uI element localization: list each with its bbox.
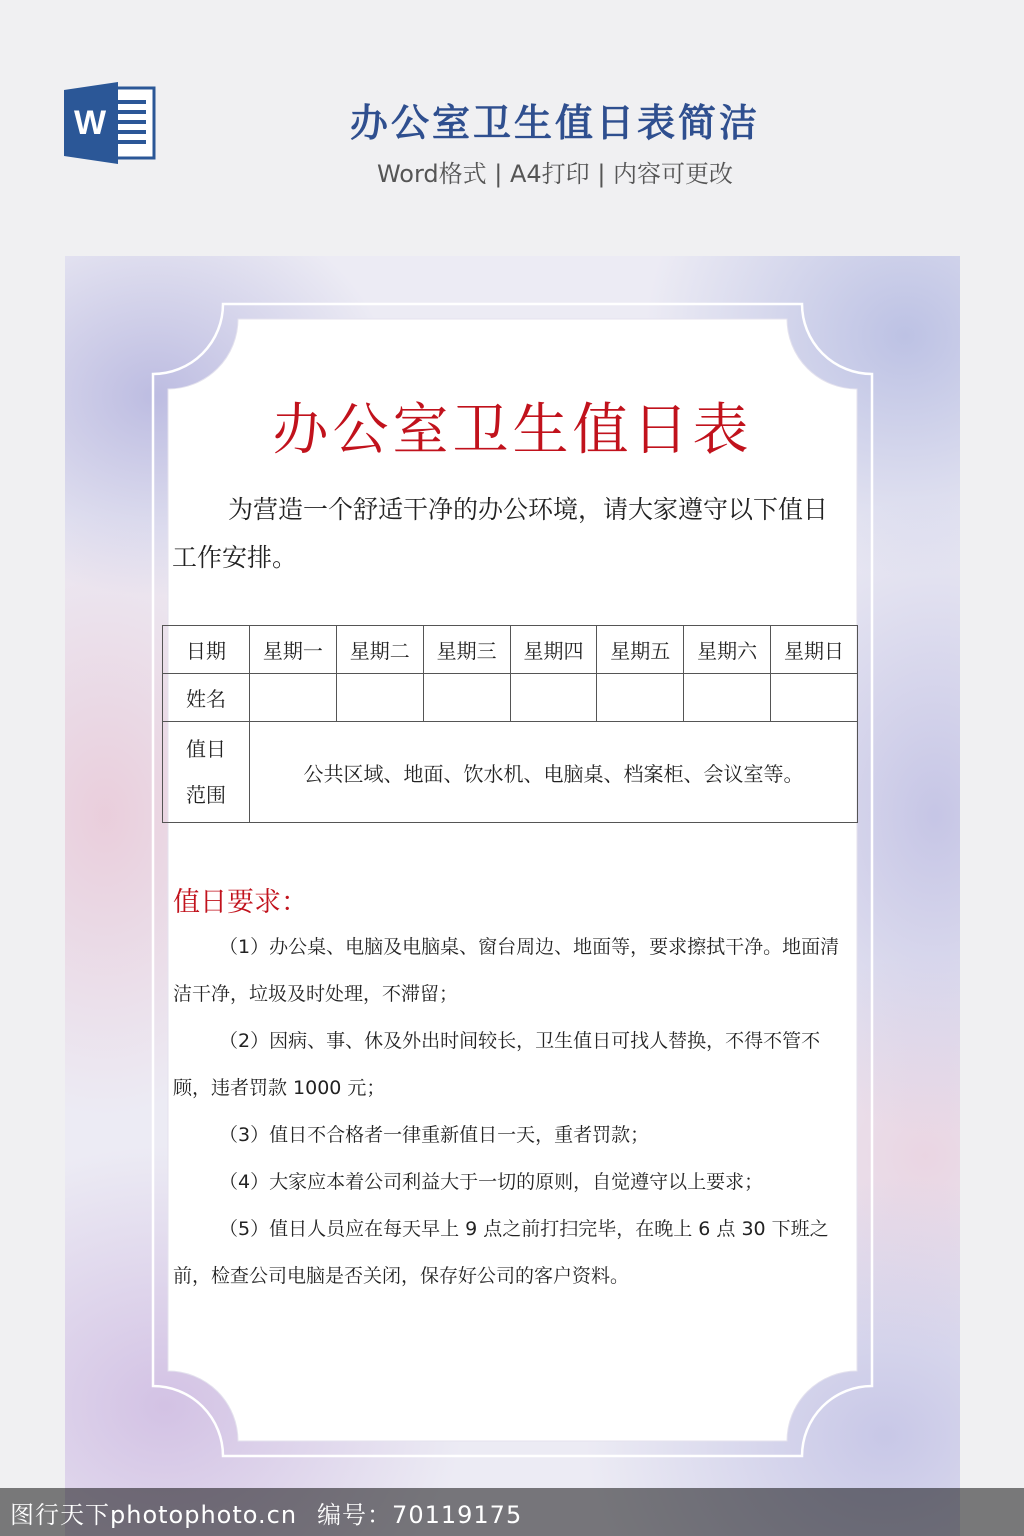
range-value-cell: 公共区域、地面、饮水机、电脑桌、档案柜、会议室等。 xyxy=(250,722,858,823)
range-label-line2: 范围 xyxy=(186,783,226,807)
name-entry-cell[interactable] xyxy=(336,674,423,722)
day-cell: 星期日 xyxy=(771,626,858,674)
name-entry-cell[interactable] xyxy=(423,674,510,722)
day-cell: 星期一 xyxy=(250,626,337,674)
word-logo-letter: W xyxy=(73,104,107,142)
document-poster xyxy=(65,256,960,1536)
watermark-site: 图行天下photophoto.cn xyxy=(10,1500,298,1529)
name-entry-cell[interactable] xyxy=(684,674,771,722)
requirement-item: （4）大家应本着公司利益大于一切的原则，自觉遵守以上要求； xyxy=(219,1171,764,1193)
intro-paragraph: 为营造一个舒适干净的办公环境，请大家遵守以下值日工作安排。 xyxy=(172,495,829,572)
requirement-item: （5）值日人员应在每天早上 9 点之前打扫完毕，在晚上 6 点 30 下班之前，检查公司电脑是否关闭，保存好公司的客户资料。 xyxy=(173,1218,829,1287)
range-label-cell xyxy=(163,722,250,823)
day-cell: 星期三 xyxy=(423,626,510,674)
requirements-list xyxy=(173,924,853,1300)
requirement-item: （3）值日不合格者一律重新值日一天，重者罚款； xyxy=(219,1124,650,1146)
duty-table xyxy=(162,625,858,823)
table-row xyxy=(163,722,858,823)
requirement-item: （2）因病、事、休及外出时间较长，卫生值日可找人替换，不得不管不顾，违者罚款 1000 元； xyxy=(173,1030,821,1099)
word-icon xyxy=(64,82,156,164)
document-title: 办公室卫生值日表 xyxy=(272,398,753,463)
day-cell: 星期四 xyxy=(510,626,597,674)
requirements-title: 值日要求： xyxy=(173,887,308,918)
requirement-item: （1）办公桌、电脑及电脑桌、窗台周边、地面等，要求擦拭干净。地面清洁干净，垃圾及时处理，不滞留； xyxy=(173,936,840,1005)
name-entry-cell[interactable] xyxy=(510,674,597,722)
name-label-cell: 姓名 xyxy=(163,674,250,722)
table-row xyxy=(163,674,858,722)
range-label-line1: 值日 xyxy=(186,737,226,761)
header-subtitle: Word格式 | A4打印 | 内容可更改 xyxy=(376,160,734,188)
name-entry-cell[interactable] xyxy=(250,674,337,722)
name-entry-cell[interactable] xyxy=(771,674,858,722)
day-cell: 星期五 xyxy=(597,626,684,674)
header-title: 办公室卫生值日表简洁 xyxy=(349,101,760,145)
table-row xyxy=(163,626,858,674)
name-entry-cell[interactable] xyxy=(597,674,684,722)
date-label-cell: 日期 xyxy=(163,626,250,674)
header xyxy=(0,0,1024,250)
watermark-id: 编号：70119175 xyxy=(317,1500,523,1529)
day-cell: 星期六 xyxy=(684,626,771,674)
day-cell: 星期二 xyxy=(336,626,423,674)
watermark-bar xyxy=(0,1488,1024,1536)
